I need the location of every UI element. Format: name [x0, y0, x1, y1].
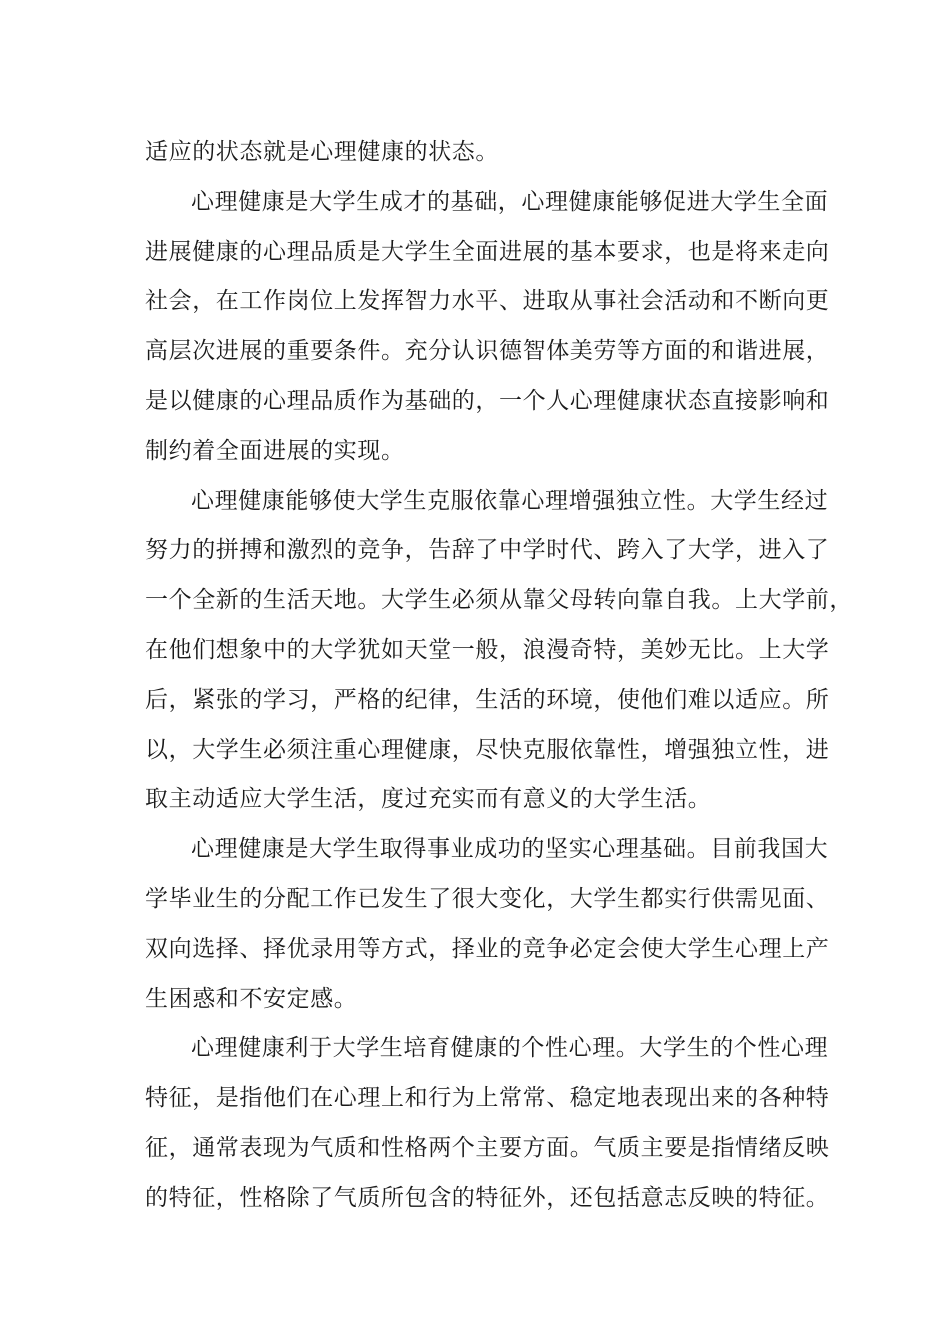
text-line: 的特征，性格除了气质所包含的特征外，还包括意志反映的特征。 [145, 1184, 830, 1211]
text-line: 努力的拼搏和激烈的竞争，告辞了中学时代、跨入了大学，进入了 [145, 537, 830, 564]
text-line: 社会，在工作岗位上发挥智力水平、进取从事社会活动和不断向更 [145, 288, 830, 315]
text-line: 特征，是指他们在心理上和行为上常常、稳定地表现出来的各种特 [145, 1085, 830, 1112]
text-line: 是以健康的心理品质作为基础的，一个人心理健康状态直接影响和 [145, 387, 830, 414]
document-body [145, 128, 853, 1224]
text-line: 在他们想象中的大学犹如天堂一般，浪漫奇特，美妙无比。上大学 [145, 636, 830, 663]
text-line: 制约着全面进展的实现。 [145, 437, 405, 464]
text-line: 学毕业生的分配工作已发生了很大变化，大学生都实行供需见面、 [145, 885, 830, 912]
text-line: 双向选择、择优录用等方式，择业的竞争必定会使大学生心理上产 [145, 935, 830, 962]
text-line: 以，大学生必须注重心理健康，尽快克服依靠性，增强独立性，进 [145, 736, 830, 763]
text-line: 生困惑和不安定感。 [145, 985, 358, 1012]
paragraph-first-line: 心理健康利于大学生培育健康的个性心理。大学生的个性心理 [191, 1035, 829, 1062]
text-line: 取主动适应大学生活，度过充实而有意义的大学生活。 [145, 786, 712, 813]
text-line: 后，紧张的学习，严格的纪律，生活的环境，使他们难以适应。所 [145, 686, 830, 713]
paragraph-first-line: 心理健康能够使大学生克服依靠心理增强独立性。大学生经过 [191, 487, 829, 514]
paragraph-first-line: 心理健康是大学生取得事业成功的坚实心理基础。目前我国大 [191, 836, 829, 863]
text-line: 高层次进展的重要条件。充分认识德智体美劳等方面的和谐进展， [145, 338, 830, 365]
text-line: 一个全新的生活天地。大学生必须从靠父母转向靠自我。上大学前， [145, 587, 853, 614]
text-line: 进展健康的心理品质是大学生全面进展的基本要求，也是将来走向 [145, 238, 830, 265]
text-line: 征，通常表现为气质和性格两个主要方面。气质主要是指情绪反映 [145, 1134, 830, 1161]
paragraph-first-line: 心理健康是大学生成才的基础，心理健康能够促进大学生全面 [191, 188, 829, 215]
text-line: 适应的状态就是心理健康的状态。 [145, 139, 499, 165]
